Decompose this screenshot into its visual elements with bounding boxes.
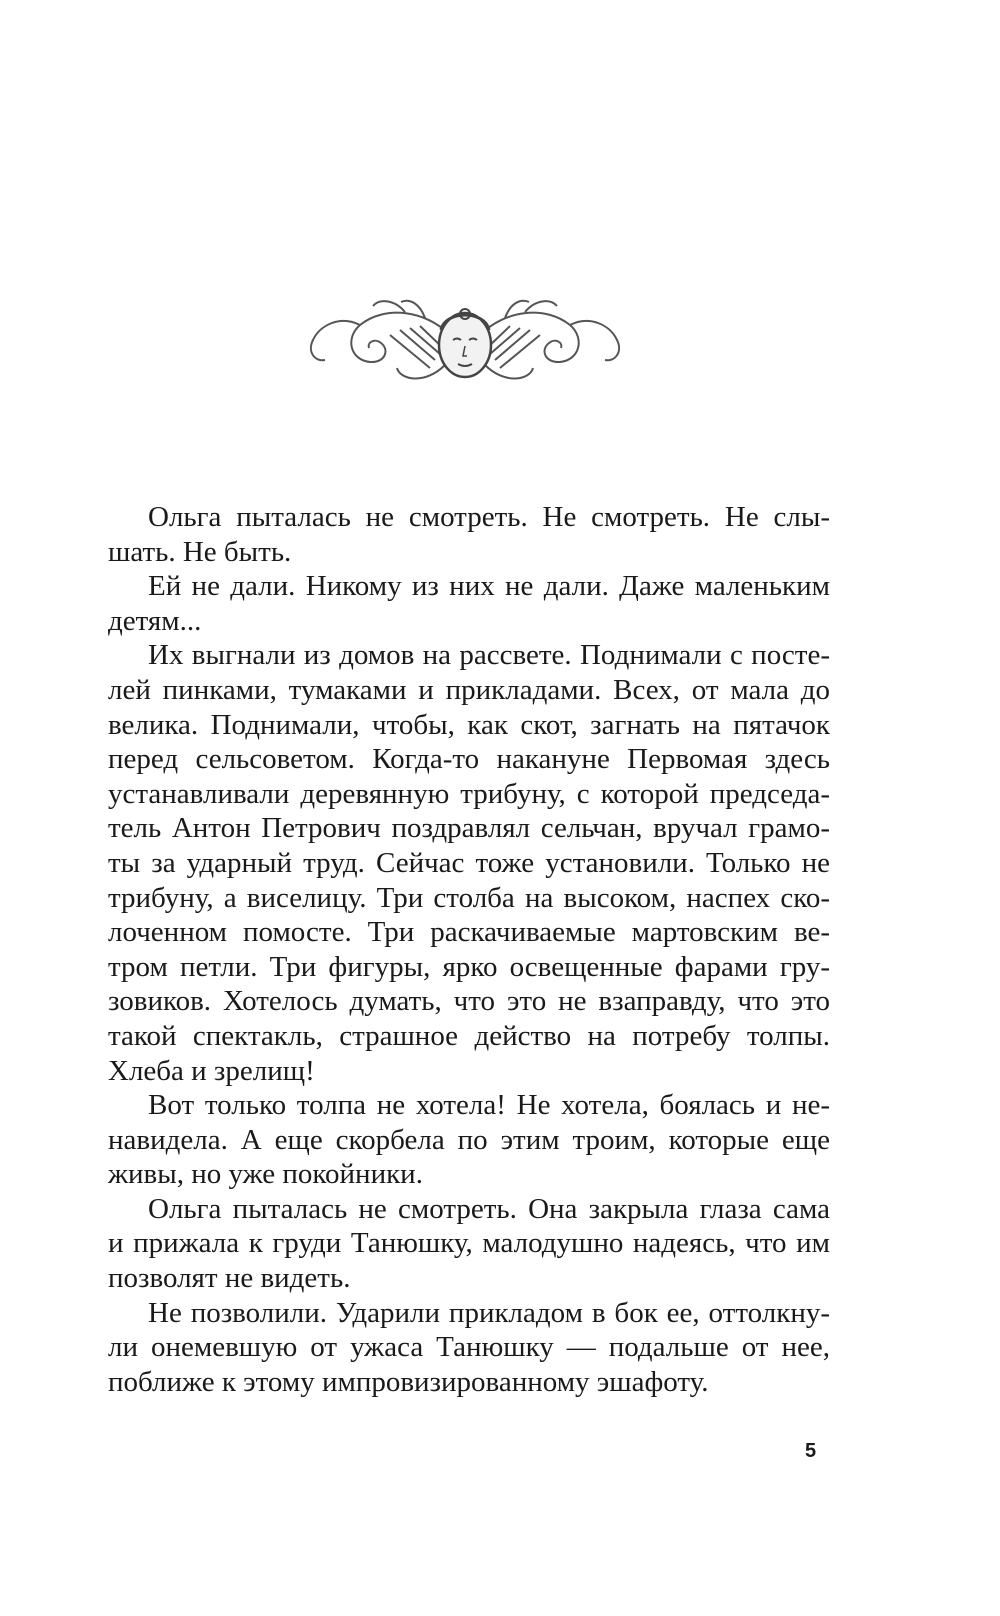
text-line: ли онемевшую от ужаса Танюшку — подальше от нее,: [108, 1331, 830, 1364]
text-line: Вот только толпа не хотела! Не хотела, боялась и не-: [148, 1089, 830, 1122]
text-line: перед сельсоветом. Когда-то накануне Первомая здесь: [108, 743, 830, 776]
cherub-ornament-icon: [305, 290, 625, 400]
text-line: зовиков. Хотелось думать, что это не взаправду, что это: [108, 985, 830, 1018]
text-line: велика. Поднимали, чтобы, как скот, загнать на пятачок: [108, 708, 830, 741]
text-line: Ольга пыталась не смотреть. Не смотреть. Не слы-: [148, 501, 830, 533]
text-line: лоченном помосте. Три раскачиваемые мартовским ве-: [108, 916, 830, 949]
text-line: такой спектакль, страшное действо на потребу толпы.: [108, 1019, 830, 1052]
text-line: Хлеба и зрелищ!: [108, 1054, 315, 1087]
text-line: трибуну, а виселицу. Три столба на высоком, наспех ско-: [108, 881, 830, 914]
text-line: Их выгнали из домов на рассвете. Поднимали с посте-: [148, 639, 830, 672]
text-line: устанавливали деревянную трибуну, с которой председа-: [108, 777, 830, 810]
text-line: Ей не дали. Никому из них не дали. Даже маленьким: [148, 570, 830, 603]
text-line: поближе к этому импровизированному эшафоту.: [108, 1365, 709, 1398]
text-line: навидела. А еще скорбела по этим троим, которые еще: [108, 1123, 830, 1156]
text-line: и прижала к груди Танюшку, малодушно надеясь, что им: [108, 1227, 830, 1260]
text-line: Ольга пыталась не смотреть. Она закрыла глаза сама: [148, 1192, 830, 1225]
text-line: тром петли. Три фигуры, ярко освещенные фарами гру-: [108, 950, 830, 983]
page-number: 5: [805, 1440, 817, 1462]
body-text: [108, 500, 830, 1399]
text-line: шать. Не быть.: [108, 535, 292, 568]
text-line: Не позволили. Ударили прикладом в бок ее, оттолкну-: [148, 1296, 830, 1329]
text-line: ты за ударный труд. Сейчас тоже установили. Только не: [108, 846, 830, 879]
text-line: лей пинками, тумаками и прикладами. Всех, от мала до: [108, 673, 830, 706]
text-line: детям...: [108, 604, 202, 637]
text-line: живы, но уже покойники.: [108, 1158, 423, 1191]
text-line: тель Антон Петрович поздравлял сельчан, вручал грамо-: [108, 812, 830, 845]
text-line: позволят не видеть.: [108, 1262, 351, 1295]
